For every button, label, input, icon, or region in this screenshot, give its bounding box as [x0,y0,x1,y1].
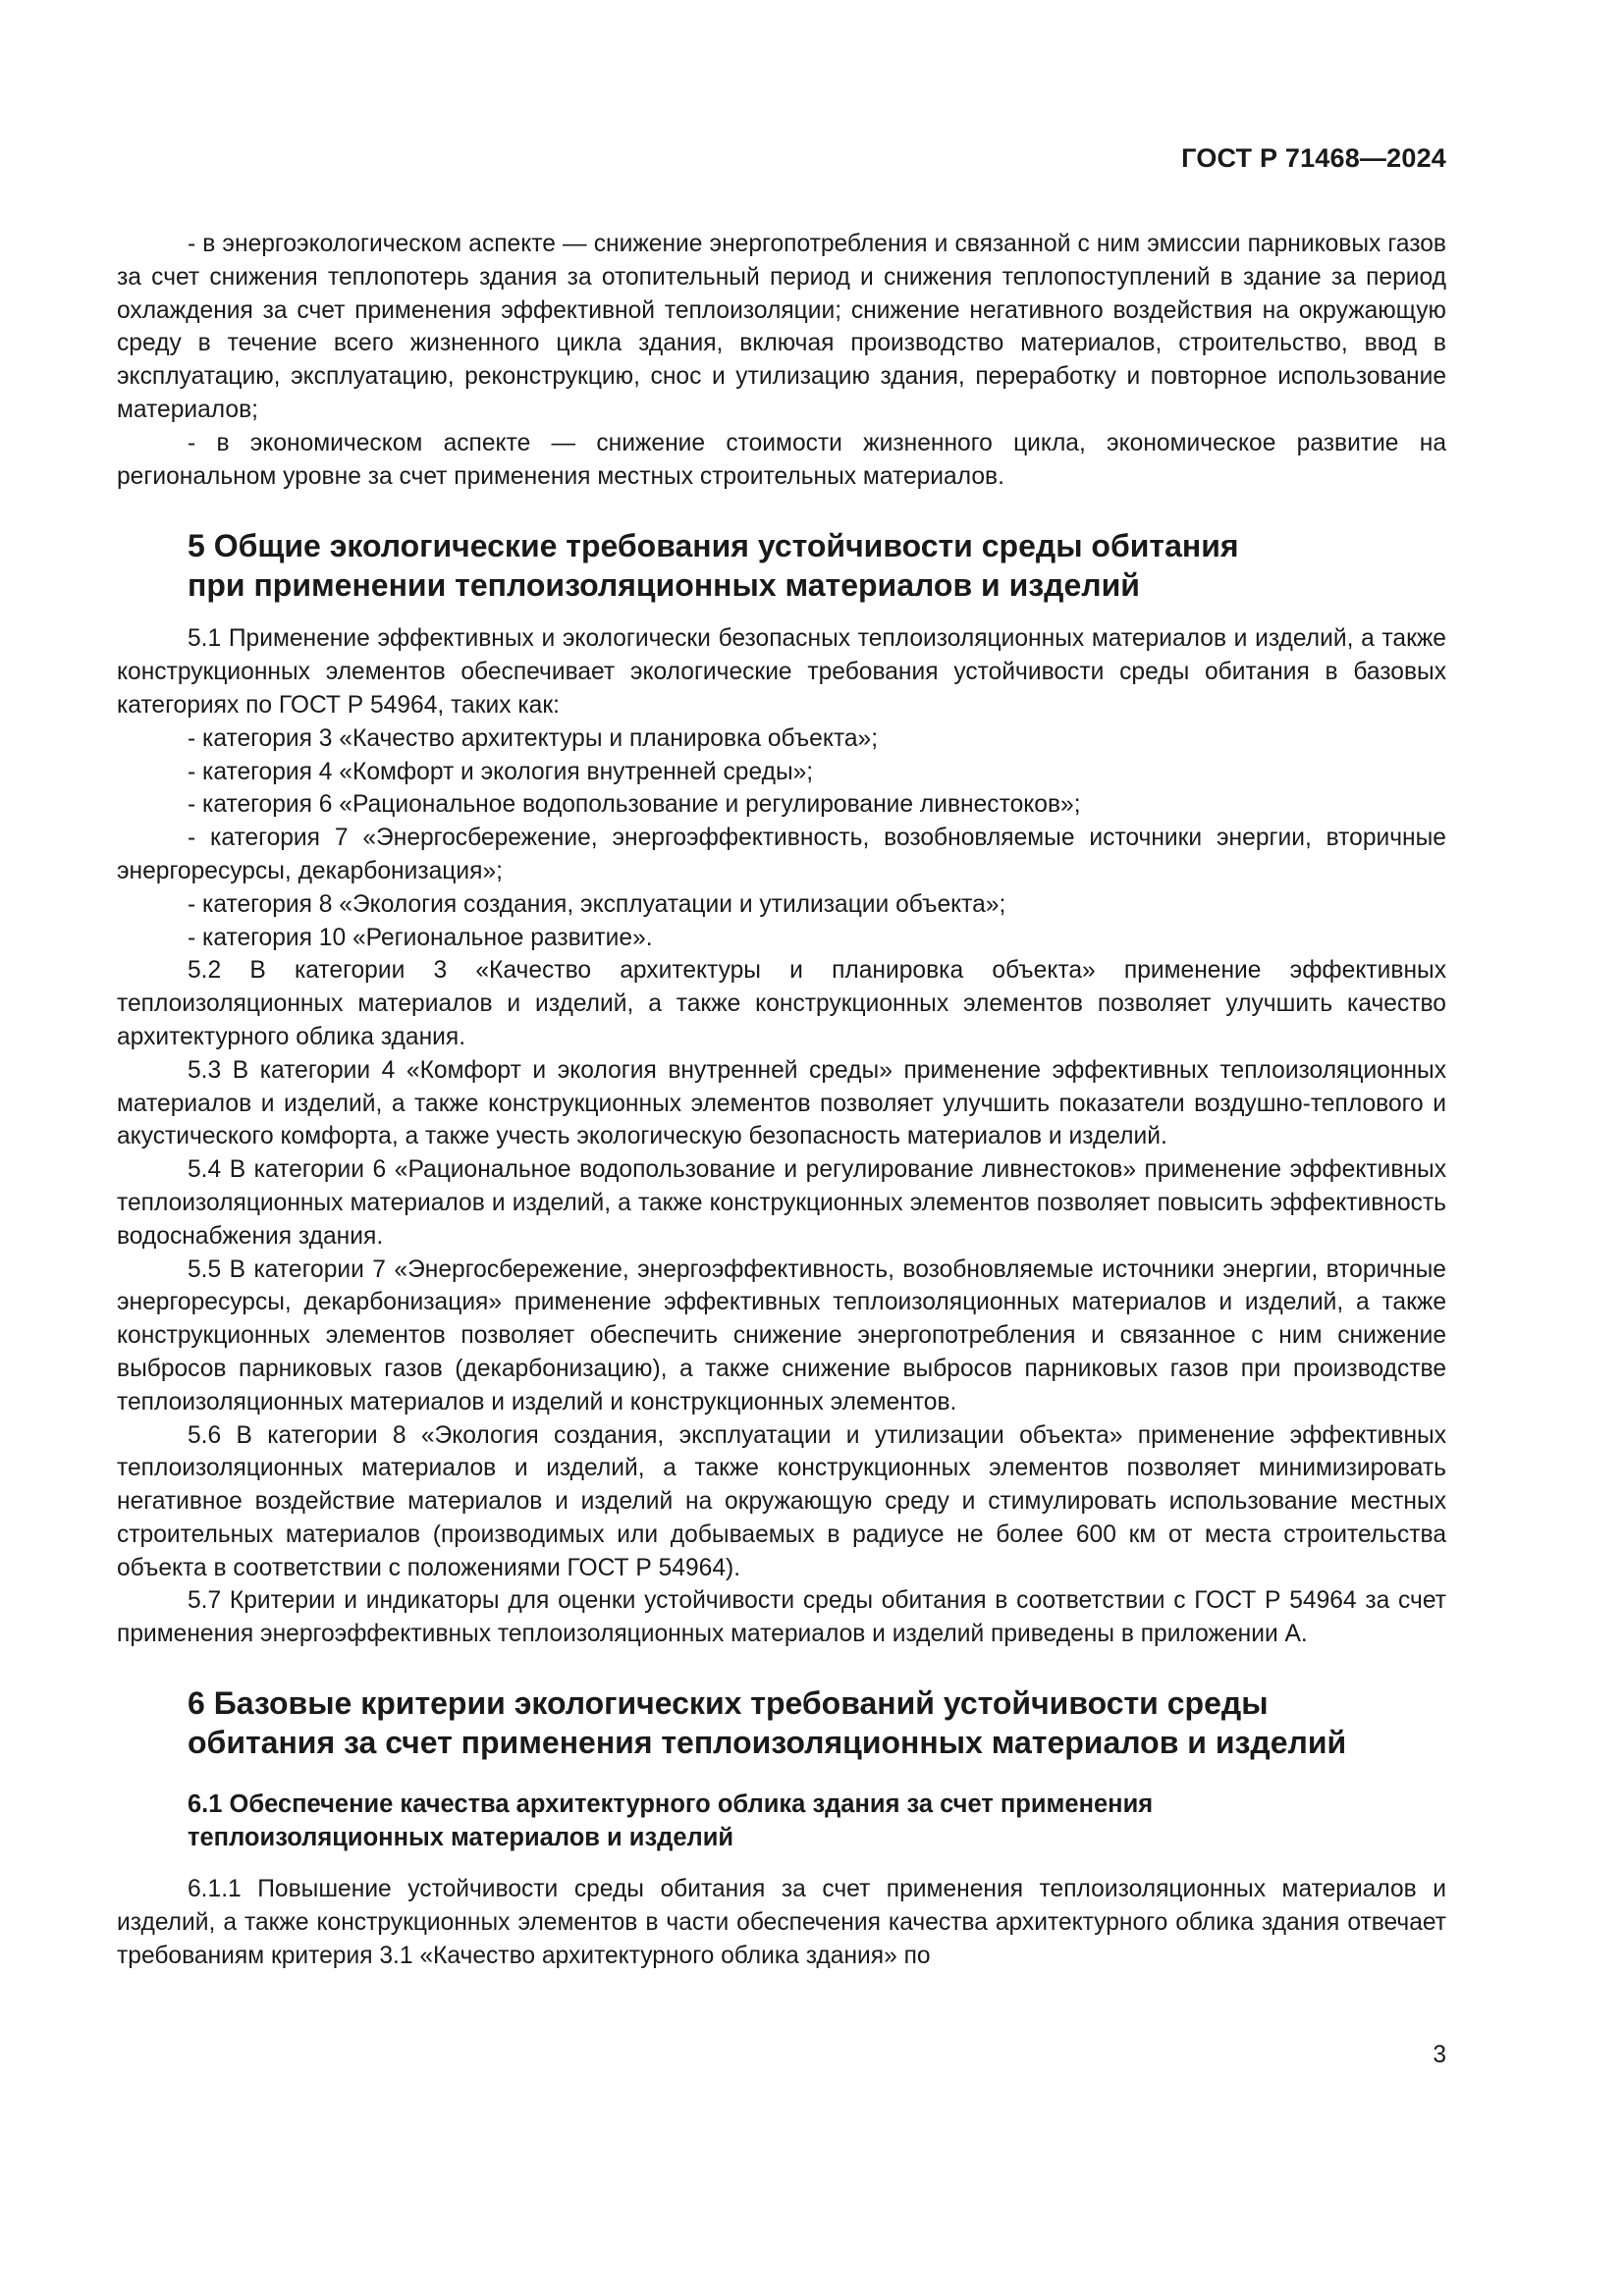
subsection-6-1-heading-line: теплоизоляционных материалов и изделий [188,1824,734,1852]
category-item: - категория 7 «Энергосбережение, энергоэффективность, возобновляемые источники энергии, вторичные энергоресурсы, декарбонизация»; [117,825,1446,884]
document-code: ГОСТ Р 71468—2024 [1181,143,1446,173]
paragraph-5-1: 5.1 Применение эффективных и экологически безопасных теплоизоляционных материалов и изделий, а также конструкционных элементов обеспечивает экологические требования устойчивости среды обитания в базовых категориях по ГОСТ Р 54964, таких как: [117,625,1446,719]
section-5-heading-line: при применении теплоизоляционных материалов и изделий [188,567,1140,604]
document-body [117,228,1446,1972]
section-6-heading-line: 6 Базовые критерии экологических требований устойчивости среды [188,1685,1269,1722]
intro-item: - в энергоэкологическом аспекте — снижение энергопотребления и связанной с ним эмиссии парниковых газов за счет снижения теплопотерь здания за отопительный период и снижения теплопоступлений в здание за период охлаждения за счет применения эффективной теплоизоляции; снижение негативного воздействия на окружающую среду в течение всего жизненного цикла здания, включая производство материалов, строительство, ввод в эксплуатацию, эксплуатацию, реконструкцию, снос и утилизацию здания, переработку и повторное использование материалов; [117,231,1446,423]
section-6-heading [117,1683,1446,1762]
section-5-heading [117,526,1446,605]
category-item: - категория 4 «Комфорт и экология внутренней среды»; [188,758,814,785]
paragraph-5-3: 5.3 В категории 4 «Комфорт и экология внутренней среды» применение эффективных теплоизоляционных материалов и изделий, а также конструкционных элементов позволяет улучшить показатели воздушно-теплового и акустического комфорта, а также учесть экологическую безопасность материалов и изделий. [117,1056,1446,1150]
subsection-6-1-heading-line: 6.1 Обеспечение качества архитектурного облика здания за счет применения [188,1790,1154,1819]
paragraph-5-7: 5.7 Критерии и индикаторы для оценки устойчивости среды обитания в соответствии с ГОСТ Р 54964 за счет применения энергоэффективных теплоизоляционных материалов и изделий приведены в приложении А. [117,1587,1446,1648]
paragraph-5-5: 5.5 В категории 7 «Энергосбережение, энергоэффективность, возобновляемые источники энергии, вторичные энергоресурсы, декарбонизация» применение эффективных теплоизоляционных материалов и изделий, а также конструкционных элементов позволяет обеспечить снижение энергопотребления и связанное с ним снижение выбросов парниковых газов (декарбонизацию), а также снижение выбросов парниковых газов при производстве теплоизоляционных материалов и изделий и конструкционных элементов. [117,1255,1446,1415]
category-item: - категория 8 «Экология создания, эксплуатации и утилизации объекта»; [188,890,1006,918]
category-item: - категория 6 «Рациональное водопользование и регулирование ливнестоков»; [188,791,1081,819]
paragraph-5-6: 5.6 В категории 8 «Экология создания, эксплуатации и утилизации объекта» применение эффективных теплоизоляционных материалов и изделий, а также конструкционных элементов позволяет минимизировать негативное воздействие материалов и изделий на окружающую среду и стимулировать использование местных строительных материалов (производимых или добываемых в радиусе не более 600 км от места строительства объекта в соответствии с положениями ГОСТ Р 54964). [117,1421,1446,1581]
paragraph-5-4: 5.4 В категории 6 «Рациональное водопользование и регулирование ливнестоков» применение эффективных теплоизоляционных материалов и изделий, а также конструкционных элементов позволяет повысить эффективность водоснабжения здания. [117,1156,1446,1250]
subsection-6-1-heading [117,1788,1446,1854]
intro-item: - в экономическом аспекте — снижение стоимости жизненного цикла, экономическое развитие на региональном уровне за счет применения местных строительных материалов. [117,429,1446,490]
category-item: - категория 3 «Качество архитектуры и планировка объекта»; [188,724,879,752]
paragraph-5-2: 5.2 В категории 3 «Качество архитектуры и планировка объекта» применение эффективных теплоизоляционных материалов и изделий, а также конструкционных элементов позволяет улучшить качество архитектурного облика здания. [117,957,1446,1050]
page-number: 3 [1433,2042,1446,2068]
section-5-heading-line: 5 Общие экологические требования устойчивости среды обитания [188,528,1239,564]
paragraph-6-1-1: 6.1.1 Повышение устойчивости среды обитания за счет применения теплоизоляционных материалов и изделий, а также конструкционных элементов в части обеспечения качества архитектурного облика здания отвечает требованиям критерия 3.1 «Качество архитектурного облика здания» по [117,1876,1446,1969]
category-item: - категория 10 «Региональное развитие». [188,924,653,951]
section-6-heading-line: обитания за счет применения теплоизоляционных материалов и изделий [188,1725,1347,1761]
